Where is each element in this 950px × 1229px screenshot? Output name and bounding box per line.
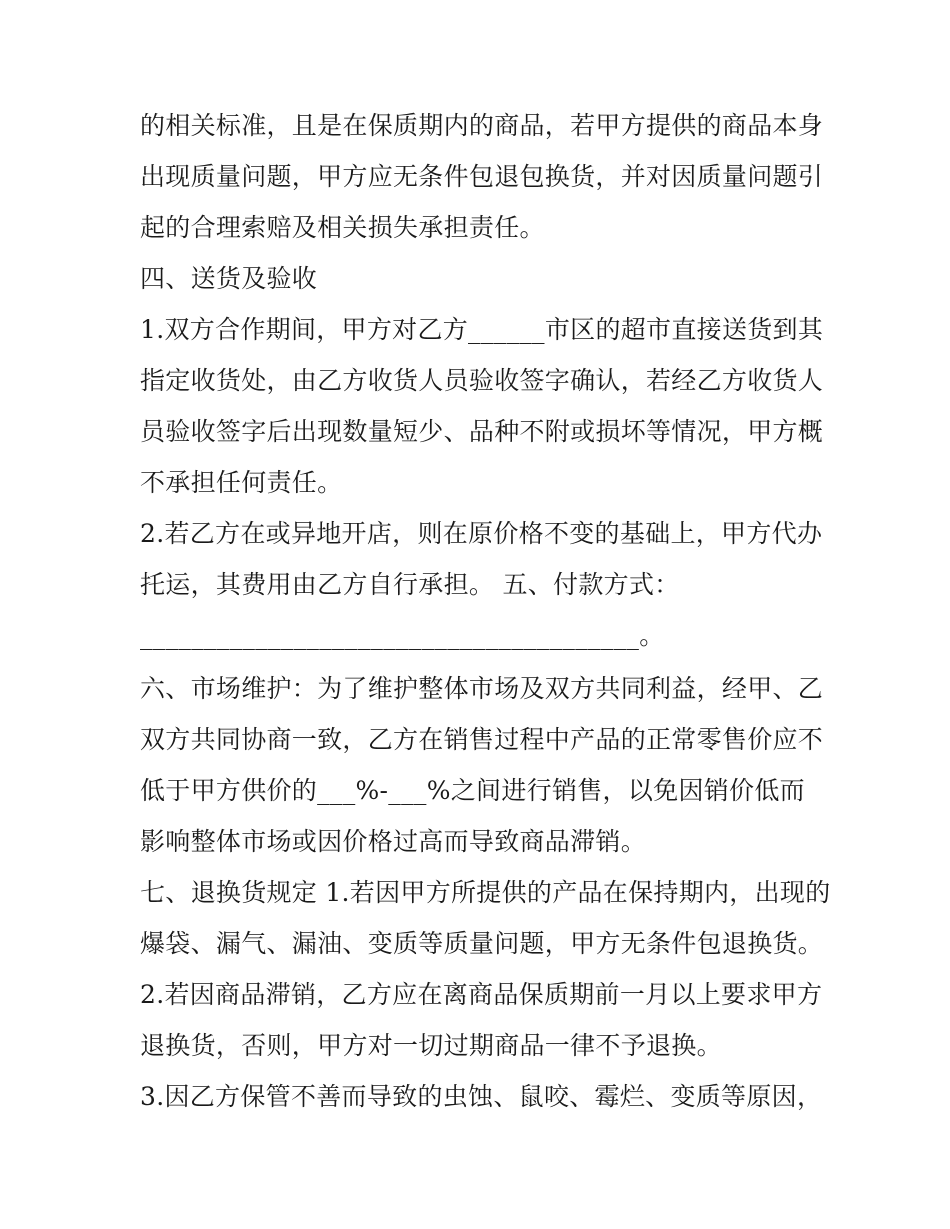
text-line: 爆袋、漏气、漏油、变质等质量问题，甲方无条件包退换货。: [140, 929, 824, 958]
section-market-maintenance: 六、市场维护：为了维护整体市场及双方共同利益，经甲、乙: [140, 674, 824, 703]
text-line: 双方共同协商一致，乙方在销售过程中产品的正常零售价应不: [140, 725, 824, 754]
text-line: 退换货，否则，甲方对一切过期商品一律不予退换。: [140, 1031, 722, 1060]
text-line: 1.双方合作期间，甲方对乙方______市区的超市直接送货到其: [140, 315, 824, 344]
text-line: 影响整体市场或因价格过高而导致商品滞销。: [140, 827, 647, 856]
section-heading-delivery: 四、送货及验收: [140, 264, 318, 293]
text-line: 托运，其费用由乙方自行承担。 五、付款方式：: [140, 570, 680, 599]
text-line: 2.若乙方在或异地开店，则在原价格不变的基础上，甲方代办: [140, 519, 823, 548]
text-line: 低于甲方供价的___%-___%之间进行销售，以免因销价低而: [140, 776, 805, 805]
text-line: 2.若因商品滞销，乙方应在离商品保质期前一月以上要求甲方: [140, 980, 823, 1009]
text-line: 出现质量问题，甲方应无条件包退包换货，并对因质量问题引: [140, 162, 824, 191]
document-body: [140, 100, 831, 1122]
section-return-exchange: 七、退换货规定 1.若因甲方所提供的产品在保持期内，出现的: [140, 878, 831, 907]
text-line: 不承担任何责任。: [140, 468, 343, 497]
text-line: 员验收签字后出现数量短少、品种不附或损坏等情况，甲方概: [140, 417, 824, 446]
payment-blank-line: _______________________________________。: [140, 621, 665, 650]
text-line: 指定收货处，由乙方收货人员验收签字确认，若经乙方收货人: [140, 366, 824, 395]
text-line: 起的合理索赔及相关损失承担责任。: [140, 213, 545, 242]
text-line: 的相关标准，且是在保质期内的商品，若甲方提供的商品本身: [140, 111, 824, 140]
text-line: 3.因乙方保管不善而导致的虫蚀、鼠咬、霉烂、变质等原因，: [140, 1082, 823, 1111]
